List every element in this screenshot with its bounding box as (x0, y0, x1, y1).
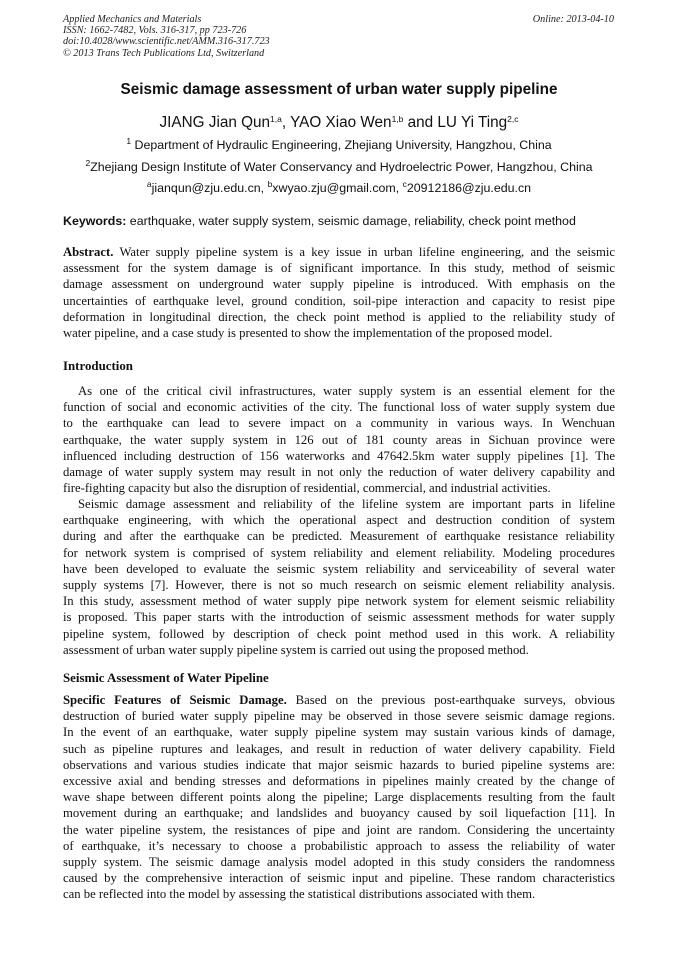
author-affiliation-mark: 1,b (391, 114, 404, 124)
body-line: to the earthquake can lead to severe impact on a community in various ways. In Wenchuan (63, 416, 615, 431)
abstract (63, 244, 615, 341)
body-line: the water pipeline system, the resistances of pipe and joint are random. Considering the uncertainty (63, 822, 615, 837)
intro-paragraph-1 (63, 383, 615, 496)
author-name: YAO Xiao Wen (290, 114, 392, 131)
abstract-line: water pipeline, and a case study is presented to show the implementation of the proposed model. (63, 326, 553, 341)
author-separator: and (403, 114, 438, 131)
abstract-line: damage assessment on underground water supply pipeline is introduced. With emphasis on the (63, 277, 615, 292)
affiliation-1 (0, 138, 678, 152)
author-name: JIANG Jian Qun (159, 114, 271, 131)
email-address[interactable]: xwyao.zju@gmail.com, (272, 181, 403, 195)
run-in-heading: Specific Features of Seismic Damage. (63, 693, 287, 707)
body-line: during and after the earthquake can be predicted. Measurement of earthquake resistance reliability (63, 529, 615, 544)
body-line: In the event of an earthquake, water supply pipeline system may sustain various kinds of damage, (63, 725, 615, 740)
body-line: damage of water supply system may result in not only the reduction of water delivery capability and (63, 465, 615, 480)
body-line: have been developed to evaluate the seismic system reliability and serviceability of several water (63, 561, 615, 576)
abstract-line: assessment for the system damage is of significant importance. In this study, method of seismic (63, 261, 615, 276)
journal-header (63, 14, 270, 59)
doi-line[interactable]: doi:10.4028/www.scientific.net/AMM.316-317.723 (63, 36, 270, 48)
email-address[interactable]: jianqun@zju.edu.cn, (151, 181, 268, 195)
issn-line: ISSN: 1662-7482, Vols. 316-317, pp 723-726 (63, 25, 247, 37)
affiliation-mark: 1 (126, 136, 132, 146)
email-mark: a (146, 179, 152, 189)
email-line (0, 181, 678, 195)
body-line: supply systems [7]. However, there is not so much research on seismic element reliability analysis. (63, 578, 615, 593)
body-line: excessive axial and bending stresses and deformations in pipelines mainly created by the change of (63, 774, 615, 789)
author-affiliation-mark: 1,a (270, 114, 282, 124)
body-line: observations and various studies indicate that major seismic hazards to buried pipeline systems are: (63, 757, 615, 772)
copyright-line: © 2013 Trans Tech Publications Ltd, Switzerland (63, 47, 265, 59)
keywords (63, 214, 623, 228)
author-list (0, 114, 678, 132)
affiliation-mark: 2 (85, 158, 91, 168)
body-line: movement during an earthquake; and landslides and buoyancy caused by soil liquefaction [11]. In (63, 806, 615, 821)
body-line: of earthquake, it’s necessary to choose a probabilistic approach to assess the reliability of water (63, 838, 615, 853)
body-line: caused by the comprehensive interaction of seismic input and pipeline. These random characteristics (63, 871, 615, 886)
section-heading-introduction: Introduction (63, 359, 133, 373)
author-affiliation-mark: 2,c (507, 114, 519, 124)
abstract-line: uncertainties of earthquake level, ground condition, soil-pipe interaction and capacity to resist pipe (63, 293, 615, 308)
body-line: Seismic damage assessment and reliability of the lifeline system are important parts in lifeline (78, 497, 615, 511)
intro-paragraph-2 (63, 496, 615, 658)
email-mark: b (267, 179, 273, 189)
section2-paragraph (63, 692, 615, 903)
author-separator: , (281, 114, 291, 131)
body-line: destruction of buried water supply pipeline may be observed in those severe seismic damage regions. (63, 709, 615, 724)
body-line: In this study, assessment method of water supply pipe network system for element seismic reliability (63, 594, 615, 609)
affiliation-text: Zhejiang Design Institute of Water Conservancy and Hydroelectric Power, Hangzhou, China (90, 160, 593, 174)
abstract-label: Abstract. (63, 245, 114, 259)
keywords-text: earthquake, water supply system, seismic damage, reliability, check point method (126, 214, 576, 228)
affiliation-text: Department of Hydraulic Engineering, Zhejiang University, Hangzhou, China (131, 138, 552, 152)
body-line: fire-fighting capacity but also the disruption of residential, commercial, and industrial activities. (63, 481, 551, 496)
body-line: assessment of urban water supply pipeline system is carried out using the proposed method. (63, 642, 529, 657)
author-name: LU Yi Ting (437, 114, 508, 131)
body-line: As one of the critical civil infrastructures, water supply system is an essential element for the (78, 384, 615, 398)
body-line: influenced including destruction of 156 waterworks and 47642.5km water supply pipelines [1]. The (63, 448, 615, 463)
email-address[interactable]: 20912186@zju.edu.cn (406, 181, 532, 195)
keywords-label: Keywords: (63, 214, 127, 228)
body-line: supply system. The seismic damage analysis model adopted in this study considers the randomness (63, 855, 615, 870)
section-heading-seismic-assessment: Seismic Assessment of Water Pipeline (63, 671, 269, 685)
body-line: for network system is comprised of system reliability and element reliability. Modeling procedures (63, 545, 615, 560)
affiliation-2 (0, 160, 678, 174)
body-line: wave shape between different points along the pipeline; Large displacements resulting from the fault (63, 790, 615, 805)
abstract-line: Abstract. Water supply pipeline system is a key issue in urban lifeline engineering, and the seismic (63, 245, 615, 259)
body-line: is proposed. This paper starts with the introduction of seismic assessment methods for water supply (63, 610, 615, 625)
body-line: earthquake engineering, with which the operational aspect and destruction condition of system (63, 513, 615, 528)
body-line: earthquake, the water supply system in 126 out of 181 county areas in Sichuan province were (63, 432, 615, 447)
email-mark: c (402, 179, 407, 189)
paper-title: Seismic damage assessment of urban water supply pipeline (120, 81, 558, 98)
body-line: function of social and economic activities of the city. The functional loss of water supply system due (63, 400, 615, 415)
body-line: pipeline system, followed by description of check point method used in this work. A reliability (63, 626, 615, 641)
abstract-line: deformation in longitudinal direction, the check point method is applied to the reliability study of (63, 309, 615, 324)
journal-name: Applied Mechanics and Materials (63, 14, 202, 25)
online-date: Online: 2013-04-10 (532, 14, 614, 25)
body-line: such as pipeline ruptures and leakages, and result in reduction of water delivery capability. Field (63, 741, 615, 756)
body-line: Specific Features of Seismic Damage. Based on the previous post-earthquake surveys, obvious (63, 693, 615, 707)
body-line: can be reflected into the model by assessing the statistical distributions associated with them. (63, 887, 536, 902)
